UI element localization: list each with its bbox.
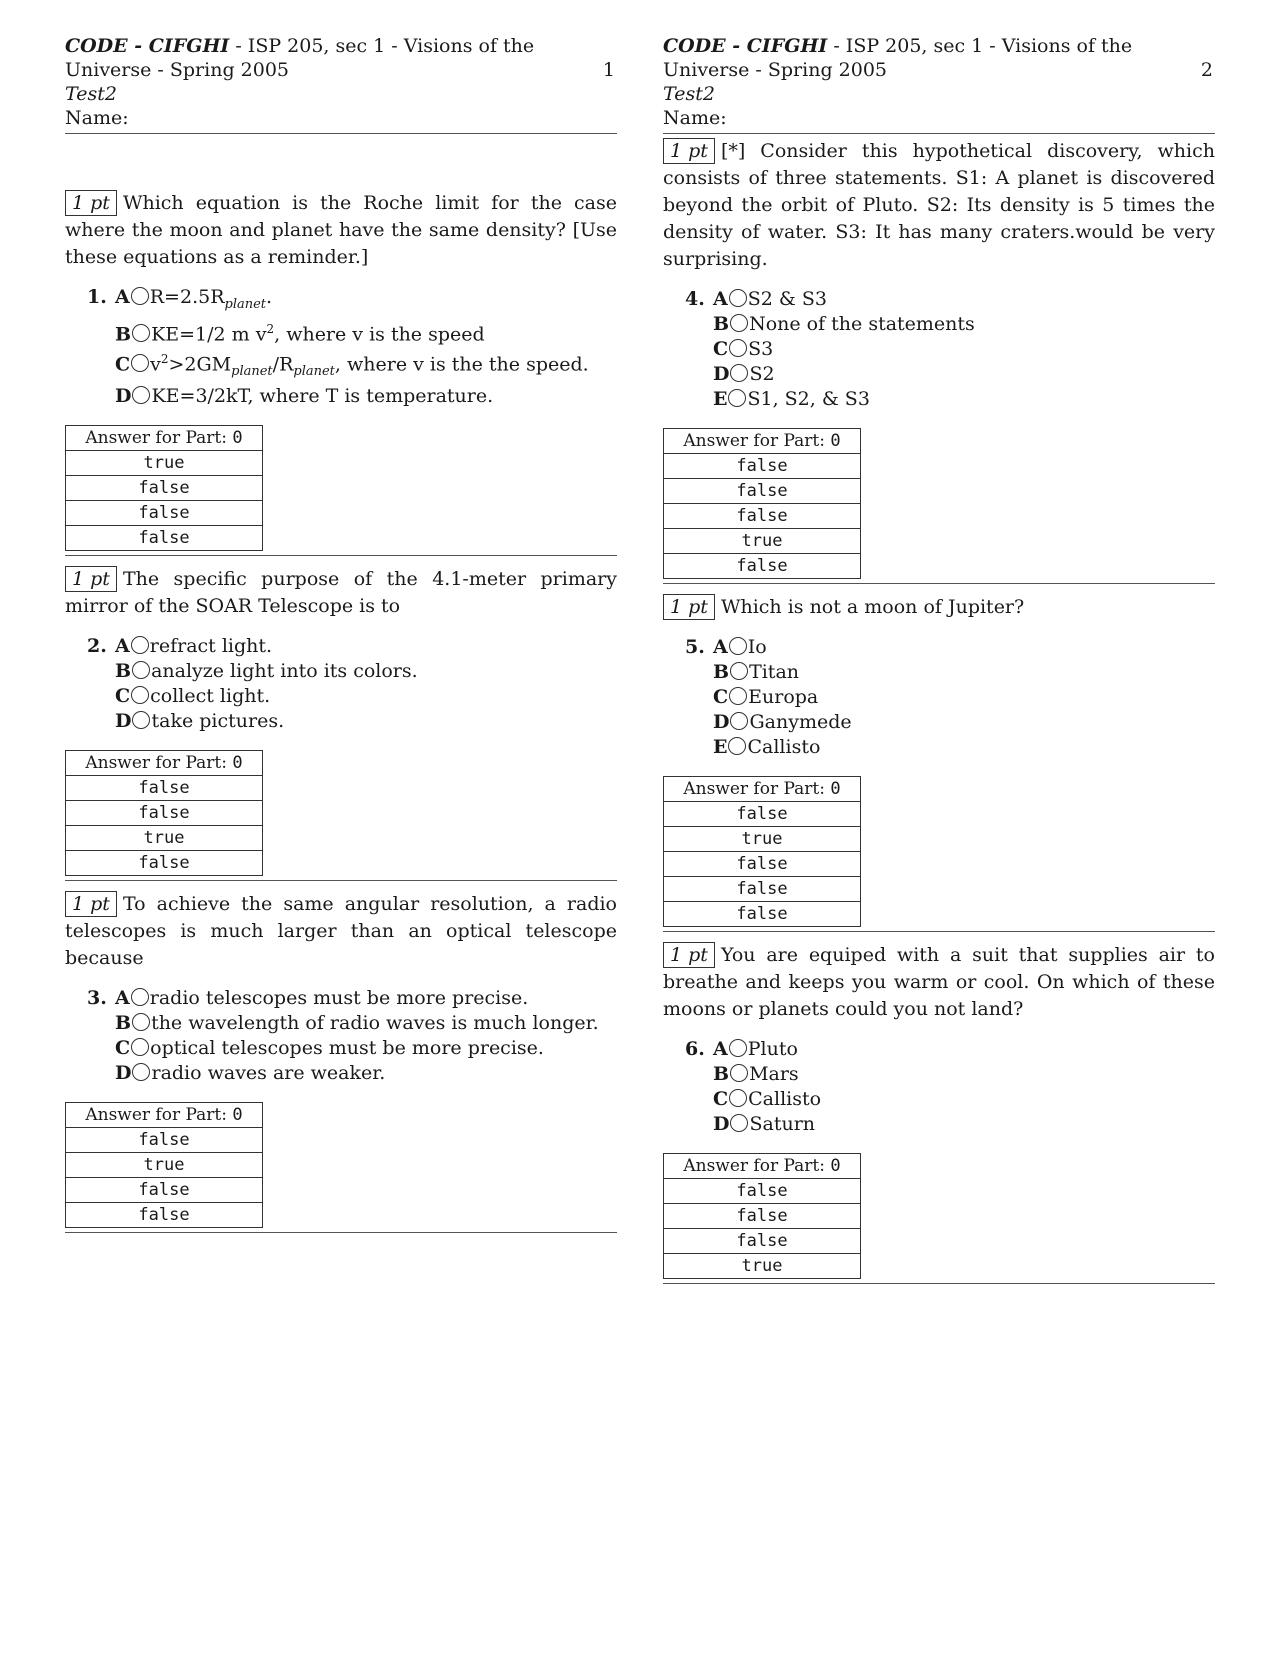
answer-header: Answer for Part: 0 [66, 1103, 263, 1128]
answer-cell: false [664, 1229, 861, 1254]
options [685, 287, 1215, 412]
radio-circle[interactable] [132, 661, 150, 679]
answer-cell: false [66, 851, 263, 876]
answer-cell: false [66, 501, 263, 526]
question-text: Which is not a moon of Jupiter? [720, 596, 1025, 618]
answer-cell: false [66, 1203, 263, 1228]
radio-circle[interactable] [131, 686, 149, 704]
radio-circle[interactable] [730, 314, 748, 332]
question-number: 5. [685, 636, 705, 658]
radio-circle[interactable] [730, 662, 748, 680]
answer-cell: false [66, 1128, 263, 1153]
course-title: - ISP 205, sec 1 - Visions of the [229, 35, 535, 57]
answer-cell: false [664, 504, 861, 529]
answer-header: Answer for Part: 0 [664, 429, 861, 454]
answer-cell: true [66, 826, 263, 851]
option-c: C collect light. [115, 685, 271, 708]
options [685, 635, 1215, 760]
points-box: 1 pt [663, 942, 715, 968]
radio-circle[interactable] [131, 354, 149, 372]
question-number: 6. [685, 1038, 705, 1060]
radio-circle[interactable] [728, 389, 746, 407]
question-2 [65, 566, 617, 881]
answer-table [663, 776, 861, 927]
question-text: Which equation is the Roche limit for the case where the moon and planet have the same density? [Use these equations as a reminder.] [65, 192, 617, 268]
points-box: 1 pt [663, 138, 715, 164]
answer-cell: true [66, 1153, 263, 1178]
answer-cell: false [66, 476, 263, 501]
option-b: B None of the statements [713, 313, 975, 335]
answer-cell: true [664, 827, 861, 852]
page-header [65, 34, 617, 130]
options [87, 634, 617, 734]
answer-cell: false [664, 479, 861, 504]
option-d: D S2 [713, 363, 775, 385]
name-label: Name: [663, 107, 727, 129]
page-1 [65, 34, 617, 1233]
answer-table [663, 1153, 861, 1279]
option-a: 6. A Pluto [685, 1038, 798, 1060]
answer-table [663, 428, 861, 579]
header-rule [65, 133, 617, 134]
options [87, 285, 617, 409]
answer-header: Answer for Part: 0 [66, 751, 263, 776]
answer-table [65, 1102, 263, 1228]
answer-header: Answer for Part: 0 [664, 777, 861, 802]
option-e: E Callisto [713, 736, 821, 758]
course-term: Universe - Spring 2005 [65, 59, 290, 81]
radio-circle[interactable] [131, 287, 149, 305]
radio-circle[interactable] [131, 636, 149, 654]
exam-code: CODE - CIFGHI [65, 35, 230, 57]
question-number: 4. [685, 288, 705, 310]
page-header [663, 34, 1215, 130]
radio-circle[interactable] [730, 712, 748, 730]
page-number: 2 [1200, 59, 1213, 81]
answer-cell: true [664, 529, 861, 554]
radio-circle[interactable] [131, 988, 149, 1006]
radio-circle[interactable] [132, 711, 150, 729]
answer-cell: false [664, 902, 861, 927]
course-title: - ISP 205, sec 1 - Visions of the [827, 35, 1133, 57]
option-e: E S1, S2, & S3 [713, 388, 870, 410]
option-d: D Ganymede [713, 711, 852, 733]
question-text: [*] Consider this hypothetical discovery, which consists of three statements. S1: A planet is discovered beyond the orbit of Pluto. S2: Its density is 5 times the density of water. S3: It has many craters.would be very surprising. [663, 140, 1215, 270]
option-d: D Saturn [713, 1113, 816, 1135]
question-5 [663, 594, 1215, 932]
question-text: To achieve the same angular resolution, a radio telescopes is much larger than an optical telescope because [65, 893, 617, 970]
radio-circle[interactable] [729, 637, 747, 655]
option-d: D take pictures. [115, 710, 285, 733]
option-b: B Mars [713, 1063, 799, 1085]
answer-cell: false [664, 554, 861, 579]
answer-table [65, 425, 263, 551]
option-c: C Europa [713, 686, 819, 708]
radio-circle[interactable] [730, 1114, 748, 1132]
radio-circle[interactable] [132, 1013, 150, 1031]
course-term: Universe - Spring 2005 [663, 59, 888, 81]
answer-cell: false [664, 454, 861, 479]
radio-circle[interactable] [730, 1064, 748, 1082]
question-6 [663, 942, 1215, 1284]
header-rule [663, 133, 1215, 134]
answer-header: Answer for Part: 0 [66, 426, 263, 451]
answer-cell: false [66, 1178, 263, 1203]
option-d: D radio waves are weaker. [115, 1062, 386, 1085]
question-text: You are equiped with a suit that supplies air to breathe and keeps you warm or cool. On which of these moons or planets could you not land? [663, 944, 1215, 1020]
radio-circle[interactable] [131, 1038, 149, 1056]
test-title: Test2 [65, 83, 117, 105]
option-b: B the wavelength of radio waves is much longer. [115, 1012, 599, 1035]
answer-header: Answer for Part: 0 [664, 1154, 861, 1179]
answer-cell: false [664, 802, 861, 827]
question-separator [65, 880, 617, 881]
option-b: B KE=1/2 m $v^2$, where v is the speed [115, 321, 485, 346]
exam-code: CODE - CIFGHI [663, 35, 828, 57]
option-a: 5. A Io [685, 636, 767, 658]
answer-cell: false [664, 877, 861, 902]
question-separator [663, 1283, 1215, 1284]
name-label: Name: [65, 107, 129, 129]
points-box: 1 pt [663, 594, 715, 620]
radio-circle[interactable] [132, 1063, 150, 1081]
answer-cell: true [66, 451, 263, 476]
answer-table [65, 750, 263, 876]
question-number: 2. [87, 635, 107, 658]
radio-circle[interactable] [729, 1039, 747, 1057]
option-d: D KE=3/2kT, where T is temperature. [115, 385, 494, 408]
radio-circle[interactable] [132, 386, 150, 404]
option-a: 3. A radio telescopes must be more precise. [87, 987, 529, 1010]
answer-cell: false [66, 776, 263, 801]
radio-circle[interactable] [729, 339, 747, 357]
question-separator [663, 931, 1215, 932]
option-c: C S3 [713, 338, 774, 360]
options [685, 1037, 1215, 1137]
radio-circle[interactable] [729, 289, 747, 307]
points-box: 1 pt [65, 566, 117, 592]
question-number: 3. [87, 987, 107, 1010]
answer-cell: true [664, 1254, 861, 1279]
radio-circle[interactable] [730, 364, 748, 382]
option-c: C optical telescopes must be more precise. [115, 1037, 544, 1060]
answer-cell: false [66, 801, 263, 826]
option-c: C $v^2>2GM_{planet}/R_{planet}$, where v is the the speed. [115, 352, 589, 380]
test-title: Test2 [663, 83, 715, 105]
radio-circle[interactable] [728, 737, 746, 755]
question-separator [65, 555, 617, 556]
answer-cell: false [664, 1204, 861, 1229]
points-box: 1 pt [65, 190, 117, 216]
points-box: 1 pt [65, 891, 117, 917]
answer-cell: false [66, 526, 263, 551]
option-b: B analyze light into its colors. [115, 660, 418, 683]
question-3 [65, 891, 617, 1233]
option-a: 2. A refract light. [87, 635, 273, 658]
question-1 [65, 190, 617, 556]
question-separator [663, 583, 1215, 584]
radio-circle[interactable] [132, 324, 150, 342]
question-separator [65, 1232, 617, 1233]
question-text: The specific purpose of the 4.1-meter primary mirror of the SOAR Telescope is to [65, 568, 617, 618]
question-number: 1. [87, 286, 107, 308]
page-number: 1 [602, 59, 615, 81]
page-2 [663, 34, 1215, 1284]
radio-circle[interactable] [729, 687, 747, 705]
option-b: B Titan [713, 661, 800, 683]
answer-cell: false [664, 1179, 861, 1204]
options [87, 986, 617, 1086]
option-a: 1. A $R=2.5R_{planet}$. [87, 286, 273, 312]
option-c: C Callisto [713, 1088, 822, 1110]
answer-cell: false [664, 852, 861, 877]
option-a: 4. A S2 & S3 [685, 288, 827, 310]
radio-circle[interactable] [729, 1089, 747, 1107]
question-4 [663, 138, 1215, 584]
